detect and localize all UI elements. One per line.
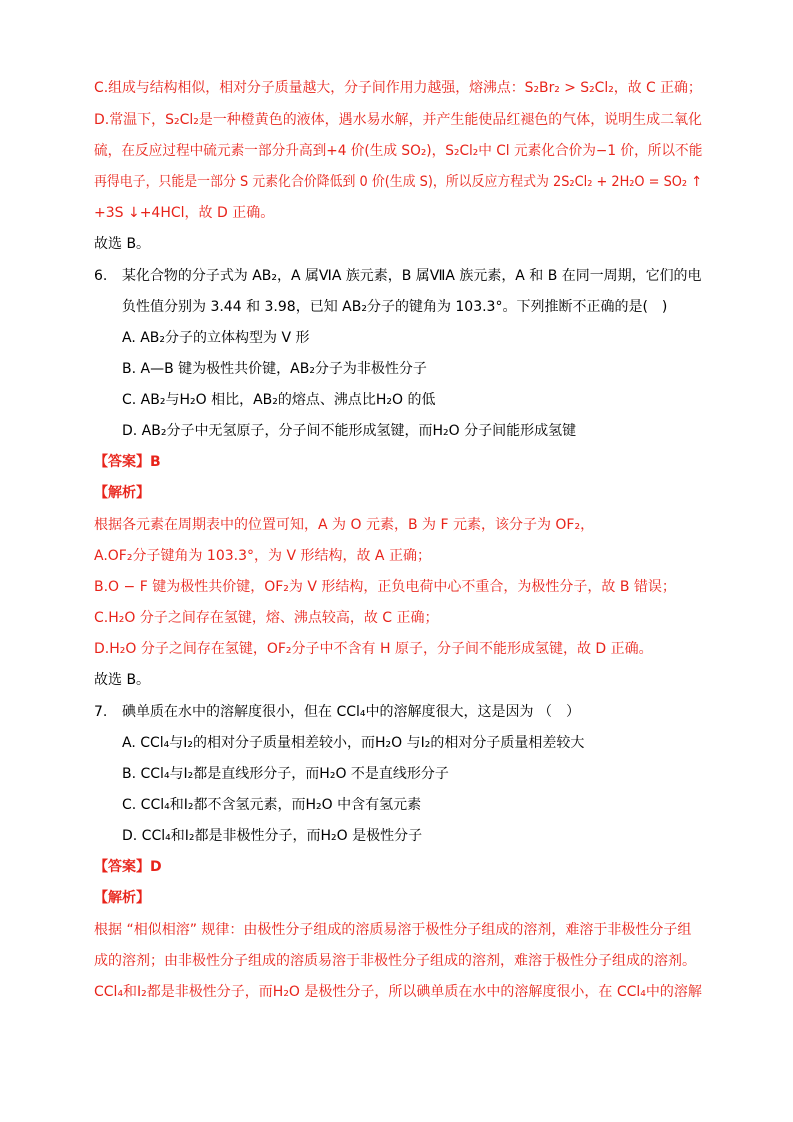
q7-analysis-line3: CCl₄和I₂都是非极性分子，而H₂O 是极性分子，所以碘单质在水中的溶解度很小，在 CCl₄中的溶解 (94, 984, 702, 1000)
q6-analysis-line3: B.O − F 键为极性共价键，OF₂为 V 形结构，正负电荷中心不重合，为极性分子，故 B 错误； (94, 579, 676, 595)
q6-analysis-line4: C.H₂O 分子之间存在氢键，熔、沸点较高，故 C 正确； (94, 610, 439, 626)
q6-analysis-line2: A.OF₂分子键角为 103.3°，为 V 形结构，故 A 正确； (94, 548, 431, 564)
q6-analysis-line5: D.H₂O 分子之间存在氢键，OF₂分子中不含有 H 原子，分子间不能形成氢键，故 D 正确。 (94, 641, 653, 657)
q7-option-a: A. CCl₄与I₂的相对分子质量相差较小，而H₂O 与I₂的相对分子质量相差较大 (122, 735, 585, 751)
q7-analysis-label: 【解析】 (94, 890, 150, 906)
q6-number: 6. (94, 268, 108, 284)
q6-stem-line2: 负性值分别为 3.44 和 3.98，已知 AB₂分子的键角为 103.3°。下列推断不正确的是( ) (122, 299, 668, 315)
q6-option-c: C. AB₂与H₂O 相比，AB₂的熔点、沸点比H₂O 的低 (122, 392, 436, 408)
q6-conclusion: 故选 B。 (94, 672, 151, 688)
q7-answer: 【答案】D (94, 859, 162, 875)
q6-answer: 【答案】B (94, 454, 161, 470)
q5-explanation-d-line3: 再得电子，只能是一部分 S 元素化合价降低到 0 价(生成 S)，所以反应方程式为 2S₂Cl₂ + 2H₂O = SO₂ ↑ (94, 174, 703, 190)
q5-explanation-d-line2: 硫，在反应过程中硫元素一部分升高到+4 价(生成 SO₂)，S₂Cl₂中 Cl 元素化合价为−1 价，所以不能 (94, 143, 703, 159)
q5-conclusion: 故选 B。 (94, 236, 151, 252)
q7-option-b: B. CCl₄与I₂都是直线形分子，而H₂O 不是直线形分子 (122, 766, 449, 782)
q6-analysis-line1: 根据各元素在周期表中的位置可知，A 为 O 元素，B 为 F 元素，该分子为 OF₂， (94, 517, 595, 533)
q6-stem-line1: 某化合物的分子式为 AB₂，A 属ⅥA 族元素，B 属ⅦA 族元素，A 和 B 在同一周期，它们的电 (122, 268, 702, 284)
q7-number: 7. (94, 704, 108, 720)
q6-option-d: D. AB₂分子中无氢原子，分子间不能形成氢键，而H₂O 分子间能形成氢键 (122, 423, 577, 439)
q7-analysis-line1: 根据 “相似相溶” 规律：由极性分子组成的溶质易溶于极性分子组成的溶剂，难溶于非极性分子组 (94, 922, 692, 938)
q5-explanation-d-line4: +3S ↓+4HCl，故 D 正确。 (94, 205, 275, 221)
q6-option-a: A. AB₂分子的立体构型为 V 形 (122, 330, 310, 346)
q5-explanation-d-line1: D.常温下，S₂Cl₂是一种橙黄色的液体，遇水易水解，并产生能使品红褪色的气体，说明生成二氧化 (94, 112, 703, 128)
q7-option-c: C. CCl₄和I₂都不含氢元素，而H₂O 中含有氢元素 (122, 797, 422, 813)
q7-stem: 碘单质在水中的溶解度很小，但在 CCl₄中的溶解度很大，这是因为 （ ） (122, 704, 580, 720)
q7-analysis-line2: 成的溶剂；由非极性分子组成的溶质易溶于非极性分子组成的溶剂，难溶于极性分子组成的溶剂。 (94, 953, 696, 969)
q7-option-d: D. CCl₄和I₂都是非极性分子，而H₂O 是极性分子 (122, 828, 423, 844)
q6-option-b: B. A—B 键为极性共价键，AB₂分子为非极性分子 (122, 361, 427, 377)
q6-analysis-label: 【解析】 (94, 485, 150, 501)
q5-explanation-c: C.组成与结构相似，相对分子质量越大，分子间作用力越强，熔沸点：S₂Br₂ > S₂Cl₂，故 C 正确； (94, 80, 702, 96)
